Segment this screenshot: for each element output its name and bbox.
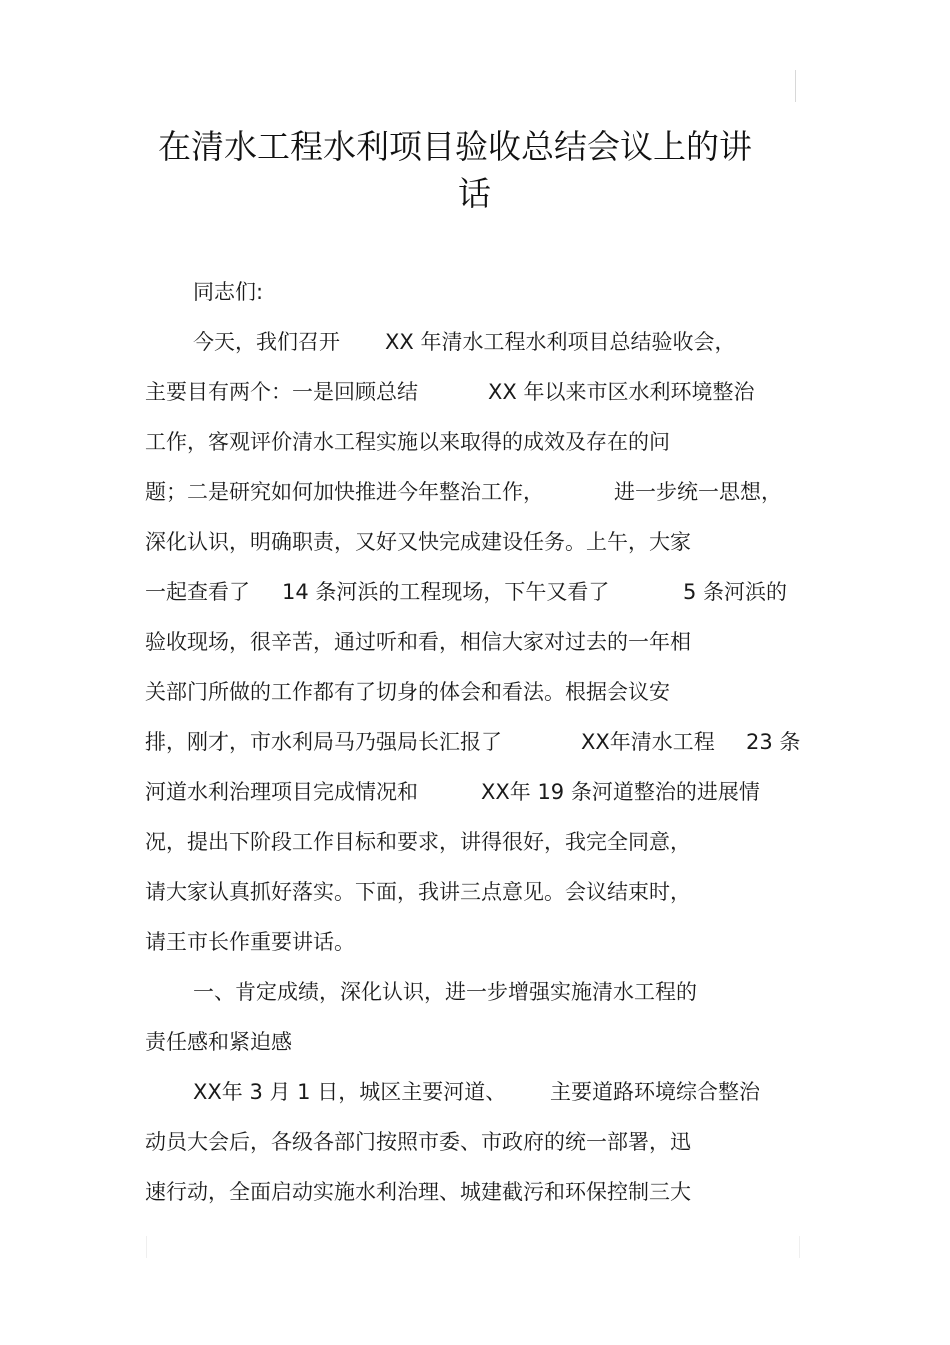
salutation [193, 277, 263, 307]
text-segment: 一起查看了 [145, 580, 250, 604]
paragraph-line [145, 1177, 691, 1207]
text-segment: 验收现场，很辛苦，通过听和看，相信大家对过去的一年相 [145, 630, 691, 654]
paragraph-line [145, 477, 782, 507]
paragraph-line [193, 327, 735, 357]
text-segment: 请王市长作重要讲话。 [145, 930, 355, 954]
text-segment: 进一步统一思想， [614, 480, 782, 504]
paragraph-line [145, 927, 355, 957]
text-segment: 工作，客观评价清水工程实施以来取得的成效及存在的问 [145, 430, 670, 454]
paragraph-line [145, 427, 670, 457]
paragraph-line [145, 677, 670, 707]
page-corner-mark [146, 1236, 147, 1258]
document-title-continued: 话 [458, 174, 491, 213]
text-segment: 同志们: [193, 280, 264, 304]
text-segment: 主要目有两个：一是回顾总结 [145, 380, 418, 404]
text-segment: 请大家认真抓好落实。下面，我讲三点意见。会议结束时， [145, 880, 691, 904]
paragraph-line [145, 627, 691, 657]
paragraph-line [145, 727, 800, 757]
paragraph-line [145, 577, 787, 607]
text-segment: 责任感和紧迫感 [145, 1030, 292, 1054]
text-segment: 排，刚才，市水利局马乃强局长汇报了 [145, 730, 502, 754]
text-segment: XX 年以来市区水利环境整治 [488, 380, 755, 404]
paragraph-line [145, 877, 691, 907]
paragraph-line [145, 777, 760, 807]
text-segment: 23 条 [746, 730, 801, 754]
paragraph-line [145, 827, 691, 857]
text-segment: XX年 19 条河道整治的进展情 [481, 780, 760, 804]
page-corner-mark [795, 70, 796, 102]
paragraph-line [193, 1077, 760, 1107]
text-segment: XX年 3 月 1 日，城区主要河道、 [193, 1080, 507, 1104]
text-segment: 今天，我们召开 [193, 330, 340, 354]
text-segment: 5 条河浜的 [683, 580, 788, 604]
section-heading [193, 977, 697, 1007]
text-segment: XX年清水工程 [581, 730, 715, 754]
text-segment: 关部门所做的工作都有了切身的体会和看法。根据会议安 [145, 680, 670, 704]
text-segment: 况，提出下阶段工作目标和要求，讲得很好，我完全同意， [145, 830, 691, 854]
text-segment: 动员大会后，各级各部门按照市委、市政府的统一部署，迅 [145, 1130, 691, 1154]
document-title: 在清水工程水利项目验收总结会议上的讲 [158, 127, 752, 166]
paragraph-line [145, 377, 754, 407]
text-segment: 速行动，全面启动实施水利治理、城建截污和环保控制三大 [145, 1180, 691, 1204]
section-heading-continued [145, 1027, 292, 1057]
text-segment: 一、肯定成绩，深化认识，进一步增强实施清水工程的 [193, 980, 697, 1004]
text-segment: 河道水利治理项目完成情况和 [145, 780, 418, 804]
text-segment: 题；二是研究如何加快推进今年整治工作， [145, 480, 544, 504]
page-corner-mark [799, 1236, 800, 1258]
text-segment: 主要道路环境综合整治 [550, 1080, 760, 1104]
text-segment: 14 条河浜的工程现场，下午又看了 [282, 580, 610, 604]
paragraph-line [145, 1127, 691, 1157]
text-segment: XX 年清水工程水利项目总结验收会， [385, 330, 736, 354]
paragraph-line [145, 527, 691, 557]
text-segment: 深化认识，明确职责，又好又快完成建设任务。上午，大家 [145, 530, 691, 554]
